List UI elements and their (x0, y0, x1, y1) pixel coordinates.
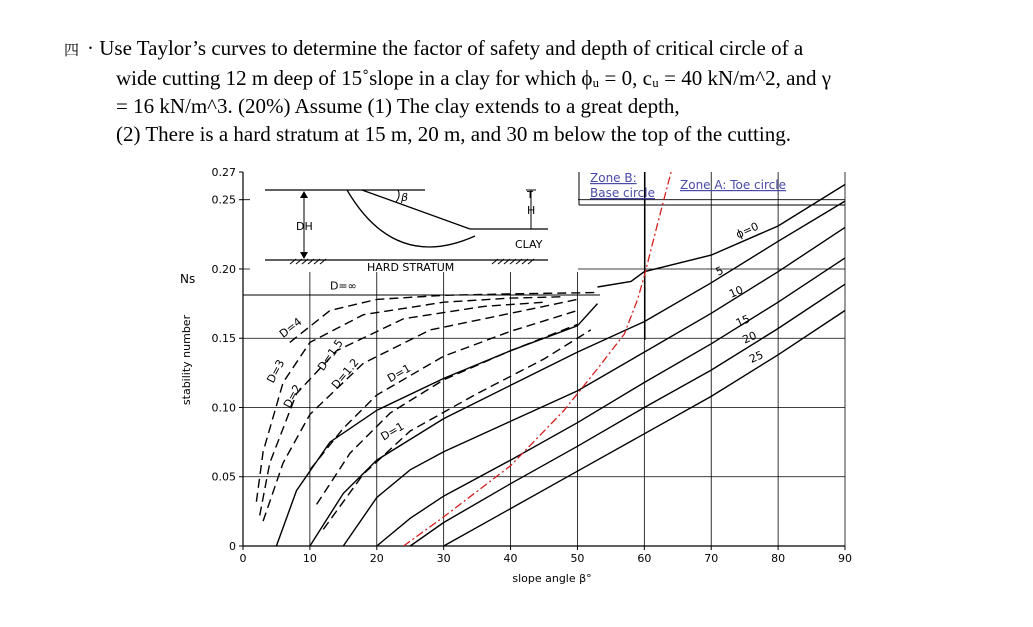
question-line-2: wide cutting 12 m deep of 15˚slope in a clay for which ϕᵤ = 0, cᵤ = 40 kN/m^2, and γ (116, 66, 831, 90)
inset-hard-stratum-label: HARD STRATUM (367, 261, 455, 274)
depth-curve-label: D=4 (276, 315, 305, 341)
phi-curve-label: 20 (740, 328, 759, 347)
depth-curve-label: D=∞ (329, 279, 357, 293)
question-line-3: = 16 kN/m^3. (20%) Assume (1) The clay extends to a great depth, (116, 94, 680, 118)
x-tick-label: 10 (302, 552, 317, 565)
phi-curve (410, 284, 845, 546)
y-tick-label: 0 (229, 540, 236, 553)
depth-curve-label: D=1.2 (328, 356, 362, 392)
d1-solid-curve-label: D=1 (378, 419, 407, 444)
depth-curves (256, 293, 597, 530)
y-tick-label: 0.05 (211, 470, 236, 484)
inset-clay-label: CLAY (515, 238, 543, 251)
depth-curve-label: D=1 (385, 361, 414, 386)
depth-curve-label: D=1.5 (315, 336, 346, 374)
y-axis-ticks (212, 166, 244, 553)
x-tick-label: 70 (704, 552, 719, 565)
question-number: 四 (64, 41, 80, 59)
y-tick-label: 0.10 (211, 401, 236, 415)
inset-beta-label: β (401, 191, 409, 204)
depth-curve-label: D=3 (264, 357, 288, 386)
depth-curve (256, 297, 564, 502)
x-tick-label: 20 (369, 552, 384, 565)
x-tick-label: 40 (503, 552, 518, 565)
phi-curve-label: 15 (733, 312, 752, 330)
y-axis-symbol: Ns (180, 272, 196, 286)
zone-b-label-1: Zone B: (590, 171, 637, 185)
question-line-4: (2) There is a hard stratum at 15 m, 20 m, and 30 m below the top of the cutting. (116, 122, 791, 146)
phi-curve-label: 5 (713, 263, 726, 279)
inset-t-label: T (527, 190, 534, 201)
depth-curve (323, 330, 591, 530)
x-tick-label: 30 (436, 552, 451, 565)
x-axis-ticks (240, 546, 853, 565)
y-tick-label: 0.25 (211, 193, 236, 207)
phi-curve-label: 25 (747, 348, 766, 366)
depth-curve-label: D=2 (280, 382, 305, 411)
y-axis-label: stability number (180, 314, 193, 406)
y-tick-label: 0.15 (211, 332, 236, 346)
phi-curve (377, 258, 845, 546)
x-tick-label: 90 (838, 552, 852, 565)
x-tick-label: 80 (771, 552, 786, 565)
zone-b-label-2: Base circle (590, 186, 655, 200)
x-axis-label: slope angle β° (512, 572, 592, 585)
phi-curve-label: 10 (727, 283, 746, 301)
inset-dh-label: DH (296, 220, 313, 233)
x-tick-label: 50 (570, 552, 585, 565)
x-tick-label: 0 (239, 552, 247, 565)
inset-diagram (250, 172, 578, 274)
phi-curve-label: ϕ=0 (733, 219, 761, 242)
x-tick-label: 60 (637, 552, 652, 565)
depth-curve (317, 324, 578, 504)
phi-curve (343, 227, 845, 546)
question-line-1: 四 · Use Taylor’s curves to determine the factor of safety and depth of critical circle of a (64, 36, 804, 60)
y-tick-label: 0.27 (211, 166, 236, 179)
inset-h-label: H (527, 204, 536, 217)
zone-a-label: Zone A: Toe circle (680, 178, 786, 192)
y-tick-label: 0.20 (211, 262, 236, 276)
d1-solid-curve (276, 304, 597, 546)
